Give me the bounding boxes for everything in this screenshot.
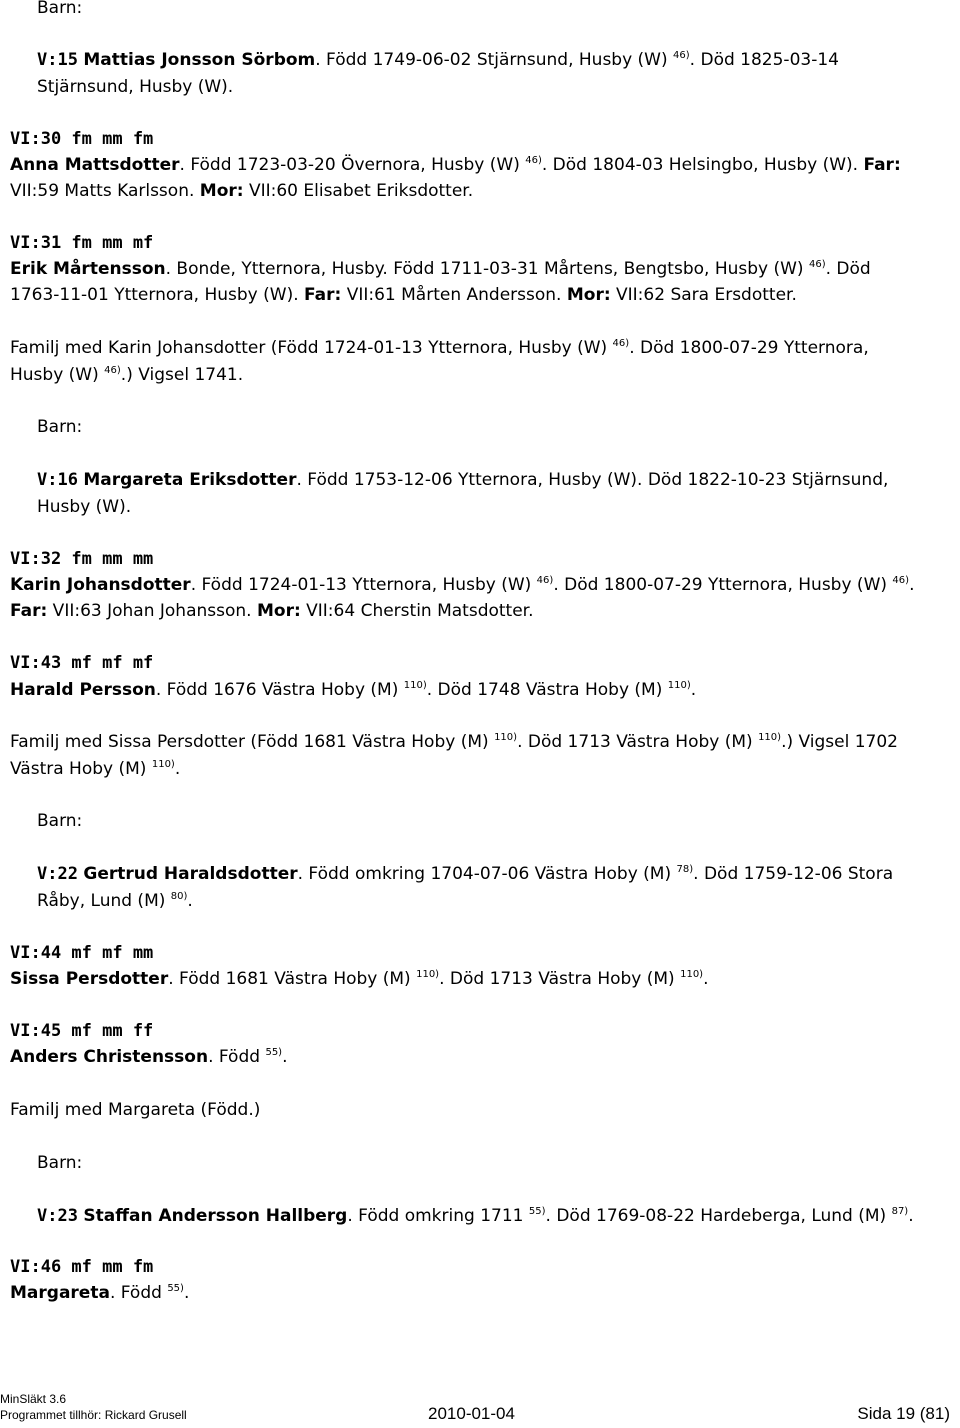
- footer-date: 2010-01-04: [428, 1404, 515, 1423]
- page-footer: [0, 1392, 950, 1428]
- mother-label: Mor:: [566, 285, 611, 305]
- person-entry-vi43: Harald Persson. Född 1676 Västra Hoby (M) $^{110)}$. Död 1748 Västra Hoby (M) $^{110)}$.: [10, 680, 697, 700]
- person-heading-vi44: VI:44 mf mf mm: [10, 943, 154, 963]
- father-label: Far:: [863, 155, 901, 175]
- children-heading: Barn:: [37, 811, 83, 831]
- person-name: Gertrud Haraldsdotter: [83, 864, 298, 884]
- family-entry-vi31-cont: Husby (W) $^{46)}$.) Vigsel 1741.: [10, 365, 244, 385]
- person-entry-vi32: Karin Johansdotter. Född 1724-01-13 Ytternora, Husby (W) $^{46)}$. Död 1800-07-29 Ytternora, Husby (W) $^{46)}$.: [10, 575, 915, 595]
- person-entry-vi32-parents: Far: VII:63 Johan Johansson. Mor: VII:64 Cherstin Matsdotter.: [10, 601, 534, 621]
- person-heading-vi43: VI:43 mf mf mf: [10, 653, 154, 673]
- child-entry-v15: V:15 Mattias Jonsson Sörbom. Född 1749-06-02 Stjärnsund, Husby (W) $^{46)}$. Död 1825-03-14: [37, 50, 839, 70]
- child-entry-v23: V:23 Staffan Andersson Hallberg. Född omkring 1711 $^{55)}$. Död 1769-08-22 Hardeberga, Lund (M) $^{87)}$.: [37, 1206, 914, 1226]
- person-name: Harald Persson: [10, 680, 156, 700]
- person-name: Erik Mårtensson: [10, 259, 166, 279]
- family-entry-vi43: Familj med Sissa Persdotter (Född 1681 Västra Hoby (M) $^{110)}$. Död 1713 Västra Hoby (M) $^{110)}$.) Vigsel 1702: [10, 732, 898, 752]
- person-entry-vi31-cont: 1763-11-01 Ytternora, Husby (W). Far: VII:61 Mårten Andersson. Mor: VII:62 Sara Ersdotter.: [10, 285, 797, 305]
- person-name: Anna Mattsdotter: [10, 155, 180, 175]
- footer-owner: Programmet tillhör: Rickard Grusell: [0, 1408, 187, 1422]
- source-ref: 110): [151, 759, 175, 770]
- person-id: V:22: [37, 864, 78, 884]
- source-ref: 110): [758, 732, 782, 743]
- person-entry-vi31: Erik Mårtensson. Bonde, Ytternora, Husby. Född 1711-03-31 Mårtens, Bengtsbo, Husby (W) $^{46)}$. Död: [10, 259, 871, 279]
- source-ref: 110): [403, 680, 427, 691]
- source-ref: 55): [265, 1047, 283, 1058]
- person-heading-vi30: VI:30 fm mm fm: [10, 129, 154, 149]
- children-heading: Barn:: [37, 1153, 83, 1173]
- mother-label: Mor:: [199, 181, 244, 201]
- person-entry-vi30-parents: VII:59 Matts Karlsson. Mor: VII:60 Elisabet Eriksdotter.: [10, 181, 474, 201]
- person-entry-vi46: Margareta. Född $^{55)}$.: [10, 1283, 190, 1303]
- person-id: V:15: [37, 50, 78, 70]
- source-ref: 55): [528, 1206, 546, 1217]
- child-entry-v22: V:22 Gertrud Haraldsdotter. Född omkring 1704-07-06 Västra Hoby (M) $^{78)}$. Död 1759-12-06 Stora: [37, 864, 894, 884]
- source-ref: 46): [612, 338, 630, 349]
- source-ref: 46): [808, 259, 826, 270]
- person-name: Karin Johansdotter: [10, 575, 191, 595]
- mother-label: Mor:: [256, 601, 301, 621]
- family-entry-vi45: Familj med Margareta (Född.): [10, 1100, 261, 1120]
- source-ref: 78): [676, 864, 694, 875]
- person-heading-vi31: VI:31 fm mm mf: [10, 233, 154, 253]
- family-entry-vi43-cont: Västra Hoby (M) $^{110)}$.: [10, 759, 181, 779]
- source-ref: 46): [104, 365, 121, 376]
- source-ref: 110): [416, 969, 440, 980]
- source-ref: 110): [494, 732, 518, 743]
- child-entry-v16: V:16 Margareta Eriksdotter. Född 1753-12-06 Ytternora, Husby (W). Död 1822-10-23 Stjärnsund,: [37, 470, 889, 490]
- source-ref: 110): [667, 680, 691, 691]
- person-name: Mattias Jonsson Sörbom: [83, 50, 316, 70]
- person-name: Sissa Persdotter: [10, 969, 169, 989]
- child-entry-v16-cont: Husby (W).: [37, 497, 132, 517]
- family-entry-vi31: Familj med Karin Johansdotter (Född 1724-01-13 Ytternora, Husby (W) $^{46)}$. Död 1800-07-29 Ytternora,: [10, 338, 869, 358]
- person-name: Staffan Andersson Hallberg: [83, 1206, 348, 1226]
- source-ref: 55): [167, 1283, 184, 1294]
- source-ref: 87): [891, 1206, 909, 1217]
- child-entry-v22-cont: Råby, Lund (M) $^{80)}$.: [37, 891, 193, 911]
- person-heading-vi46: VI:46 mf mm fm: [10, 1257, 154, 1277]
- person-id: V:16: [37, 470, 78, 490]
- source-ref: 46): [892, 575, 910, 586]
- father-label: Far:: [304, 285, 342, 305]
- person-entry-vi30: Anna Mattsdotter. Född 1723-03-20 Övernora, Husby (W) $^{46)}$. Död 1804-03 Helsingbo, Husby (W). Far:: [10, 155, 901, 175]
- person-heading-vi32: VI:32 fm mm mm: [10, 549, 154, 569]
- source-ref: 80): [170, 891, 188, 902]
- source-ref: 46): [525, 155, 542, 166]
- children-heading: Barn:: [37, 417, 83, 437]
- source-ref: 46): [673, 50, 690, 61]
- person-heading-vi45: VI:45 mf mm ff: [10, 1021, 154, 1041]
- person-name: Margareta Eriksdotter: [83, 470, 297, 490]
- person-name: Margareta: [10, 1283, 110, 1303]
- father-label: Far:: [10, 601, 48, 621]
- footer-page-number: Sida 19 (81): [857, 1404, 950, 1423]
- person-name: Anders Christensson: [10, 1047, 209, 1067]
- child-entry-v15-cont: Stjärnsund, Husby (W).: [37, 77, 234, 97]
- person-id: V:23: [37, 1206, 78, 1226]
- source-ref: 46): [536, 575, 554, 586]
- person-entry-vi45: Anders Christensson. Född $^{55)}$.: [10, 1047, 288, 1067]
- footer-app-name: MinSläkt 3.6: [0, 1392, 67, 1406]
- person-entry-vi44: Sissa Persdotter. Född 1681 Västra Hoby (M) $^{110)}$. Död 1713 Västra Hoby (M) $^{110)}$.: [10, 969, 709, 989]
- source-ref: 110): [680, 969, 704, 980]
- children-heading: Barn:: [37, 0, 83, 18]
